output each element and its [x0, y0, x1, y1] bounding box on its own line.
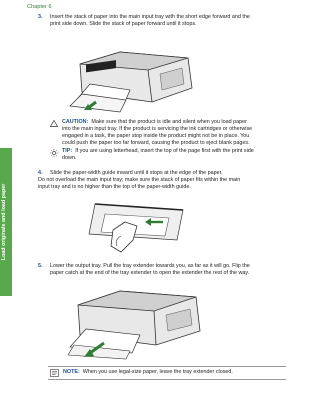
output-tray-extender-illustration [60, 283, 220, 361]
step-text-line: Slide the paper-width guide inward until it stops at the edge of the paper. [50, 170, 223, 176]
caution-icon [50, 120, 58, 127]
note-divider-top [48, 366, 286, 367]
step-text-line: Lower the output tray. Pull the tray extender towards you, as far as it will go. Flip the [50, 263, 250, 269]
step-text-line: paper catch at the end of the tray extender to open the extender the rest of the way. [50, 270, 250, 276]
tip-icon [50, 149, 58, 157]
step-5 [38, 263, 293, 279]
chapter-header: Chapter 6 [27, 4, 52, 10]
tip-text-line: If you are using letterhead, insert the top of the page first with the print side [75, 148, 254, 154]
step-text-line: Do not overload the main input tray; make sure the stack of paper fits within the main [38, 177, 241, 183]
side-tab-label: Load originals and load paper [1, 183, 7, 261]
step-number: 3. [38, 14, 43, 20]
note-text: When you use legal-size paper, leave the tray extender closed. [82, 369, 233, 375]
caution-heading: CAUTION: [62, 119, 89, 125]
caution-text-line: engaged in a task, the paper stop inside the product might not be in place. You [62, 133, 250, 139]
side-tab [0, 148, 12, 296]
step-text-line: print side down. Slide the stack of paper forward until it stops. [50, 21, 197, 27]
caution-text-line: into the main input tray. If the product is servicing the ink cartridges or otherwise [62, 126, 253, 132]
step-number: 5. [38, 263, 43, 269]
tip-text-line: down. [62, 155, 77, 161]
note [63, 369, 293, 376]
caution-text-line: could push the paper too far forward, causing the product to eject blank pages. [62, 140, 250, 146]
step-number: 4. [38, 170, 43, 176]
tip-note [62, 148, 292, 162]
caution-note [62, 119, 292, 147]
paper-width-guide-illustration [65, 196, 195, 256]
step-text-line: input tray and is no higher than the top of the paper-width guide. [38, 184, 191, 190]
note-icon [50, 369, 59, 377]
step-4-detail [38, 177, 293, 191]
tip-heading: TIP: [62, 148, 73, 154]
step-text-line: Insert the stack of paper into the main input tray with the short edge forward and the [50, 14, 250, 20]
caution-text-line: Make sure that the product is idle and silent when you load paper [91, 119, 247, 125]
note-divider-bottom [48, 379, 286, 380]
note-heading: NOTE: [63, 369, 80, 375]
step-3 [38, 14, 288, 30]
printer-load-paper-illustration [60, 44, 210, 116]
